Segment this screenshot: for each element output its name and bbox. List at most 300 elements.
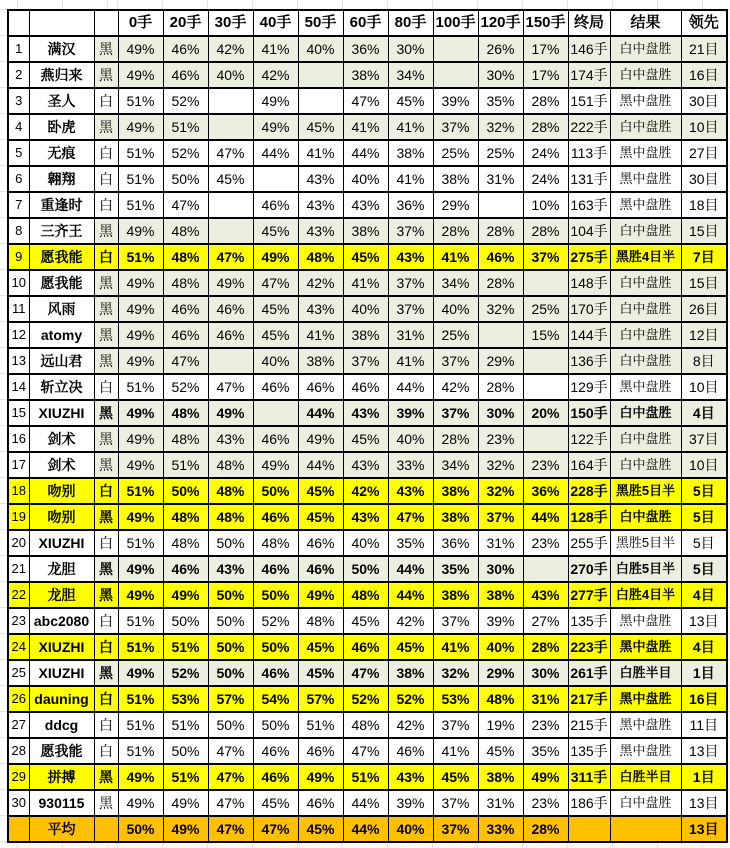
row-number[interactable]: 8 [8,218,29,244]
column-header[interactable]: 40手 [253,10,298,36]
player-name[interactable]: abc2080 [29,608,94,634]
winrate-cell[interactable]: 46% [298,790,343,816]
winrate-cell[interactable] [208,348,253,374]
player-name[interactable]: 圣人 [29,88,94,114]
endgame-moves[interactable]: 170手 [568,296,610,322]
winrate-cell[interactable]: 52% [163,88,208,114]
winrate-cell[interactable]: 46% [478,244,523,270]
winrate-cell[interactable]: 46% [343,374,388,400]
endgame-moves[interactable]: 223手 [568,634,610,660]
game-result[interactable]: 黑中盘胜 [610,140,681,166]
game-result[interactable]: 白中盘胜 [610,322,681,348]
row-number[interactable]: 30 [8,790,29,816]
winrate-cell[interactable]: 35% [433,556,478,582]
winrate-cell[interactable]: 31% [478,530,523,556]
lead-margin[interactable]: 30目 [681,88,727,114]
winrate-cell[interactable]: 49% [253,88,298,114]
winrate-cell[interactable]: 46% [163,62,208,88]
row-number[interactable]: 19 [8,504,29,530]
player-color[interactable]: 黑 [94,296,118,322]
winrate-cell[interactable]: 40% [298,36,343,62]
winrate-cell[interactable]: 48% [298,608,343,634]
winrate-cell[interactable]: 50% [208,634,253,660]
row-number[interactable]: 15 [8,400,29,426]
winrate-cell[interactable]: 51% [163,712,208,738]
player-name[interactable]: 剑术 [29,426,94,452]
row-number[interactable]: 26 [8,686,29,712]
winrate-cell[interactable]: 49% [118,400,163,426]
winrate-cell[interactable]: 35% [523,738,568,764]
winrate-cell[interactable]: 37% [343,348,388,374]
row-number[interactable]: 14 [8,374,29,400]
winrate-cell[interactable]: 57% [208,686,253,712]
player-name[interactable]: XIUZHI [29,634,94,660]
winrate-cell[interactable]: 51% [163,114,208,140]
winrate-cell[interactable]: 42% [388,608,433,634]
row-number[interactable]: 28 [8,738,29,764]
endgame-moves[interactable]: 146手 [568,36,610,62]
winrate-cell[interactable]: 43% [388,478,433,504]
winrate-cell[interactable]: 46% [343,634,388,660]
winrate-cell[interactable]: 43% [343,400,388,426]
winrate-cell[interactable]: 33% [478,816,523,842]
player-color[interactable]: 白 [94,88,118,114]
player-name[interactable]: 龙胆 [29,556,94,582]
winrate-cell[interactable]: 51% [118,244,163,270]
winrate-cell[interactable]: 46% [208,322,253,348]
game-result[interactable]: 黑胜4目半 [610,244,681,270]
winrate-cell[interactable]: 49% [163,816,208,842]
winrate-cell[interactable]: 49% [118,218,163,244]
winrate-cell[interactable]: 50% [163,478,208,504]
game-result[interactable]: 白中盘胜 [610,62,681,88]
player-color[interactable]: 黑 [94,218,118,244]
endgame-moves[interactable]: 277手 [568,582,610,608]
winrate-cell[interactable]: 53% [433,686,478,712]
winrate-cell[interactable]: 45% [298,478,343,504]
lead-margin[interactable]: 5目 [681,530,727,556]
winrate-cell[interactable]: 36% [433,530,478,556]
winrate-cell[interactable]: 38% [478,582,523,608]
player-color[interactable]: 白 [94,712,118,738]
winrate-cell[interactable] [208,114,253,140]
winrate-cell[interactable]: 41% [433,634,478,660]
lead-margin[interactable]: 15目 [681,218,727,244]
player-name[interactable]: 无痕 [29,140,94,166]
player-color[interactable]: 白 [94,530,118,556]
winrate-cell[interactable]: 51% [118,192,163,218]
game-result[interactable]: 白中盘胜 [610,296,681,322]
winrate-cell[interactable]: 51% [118,166,163,192]
player-color[interactable]: 黑 [94,556,118,582]
winrate-cell[interactable]: 36% [523,478,568,504]
column-header[interactable]: 50手 [298,10,343,36]
winrate-cell[interactable]: 46% [298,530,343,556]
winrate-cell[interactable]: 37% [478,504,523,530]
winrate-cell[interactable]: 23% [523,790,568,816]
player-color[interactable]: 黑 [94,764,118,790]
winrate-cell[interactable]: 49% [118,114,163,140]
winrate-cell[interactable]: 52% [163,374,208,400]
winrate-cell[interactable]: 49% [253,114,298,140]
winrate-cell[interactable]: 34% [433,270,478,296]
winrate-cell[interactable]: 40% [343,296,388,322]
winrate-cell[interactable]: 37% [433,400,478,426]
winrate-cell[interactable]: 27% [523,608,568,634]
winrate-cell[interactable]: 49% [208,400,253,426]
winrate-cell[interactable]: 25% [523,296,568,322]
winrate-cell[interactable]: 45% [208,166,253,192]
winrate-cell[interactable]: 38% [433,582,478,608]
winrate-cell[interactable]: 47% [253,816,298,842]
column-header[interactable]: 60手 [343,10,388,36]
row-number[interactable]: 12 [8,322,29,348]
player-color[interactable]: 白 [94,608,118,634]
game-result[interactable]: 白中盘胜 [610,452,681,478]
winrate-cell[interactable] [298,62,343,88]
winrate-cell[interactable]: 45% [298,504,343,530]
winrate-cell[interactable]: 28% [523,218,568,244]
winrate-cell[interactable]: 42% [388,712,433,738]
row-number[interactable]: 13 [8,348,29,374]
player-name[interactable]: 翱翔 [29,166,94,192]
winrate-cell[interactable]: 35% [478,88,523,114]
winrate-cell[interactable]: 46% [388,738,433,764]
winrate-cell[interactable]: 47% [343,738,388,764]
winrate-cell[interactable]: 23% [478,426,523,452]
game-result[interactable]: 黑中盘胜 [610,192,681,218]
winrate-cell[interactable]: 46% [298,374,343,400]
winrate-cell[interactable]: 46% [163,36,208,62]
winrate-cell[interactable]: 49% [298,764,343,790]
player-name[interactable]: 剑术 [29,452,94,478]
winrate-cell[interactable]: 38% [343,62,388,88]
winrate-cell[interactable]: 47% [208,816,253,842]
winrate-cell[interactable]: 44% [343,790,388,816]
winrate-cell[interactable]: 52% [388,686,433,712]
winrate-cell[interactable]: 40% [343,166,388,192]
player-color[interactable]: 黑 [94,270,118,296]
winrate-cell[interactable]: 37% [388,296,433,322]
winrate-cell[interactable]: 42% [253,62,298,88]
lead-margin[interactable]: 10目 [681,374,727,400]
winrate-cell[interactable]: 49% [253,244,298,270]
winrate-cell[interactable]: 30% [478,556,523,582]
player-name[interactable]: 燕归来 [29,62,94,88]
winrate-cell[interactable]: 43% [298,296,343,322]
winrate-cell[interactable]: 46% [163,322,208,348]
lead-margin[interactable]: 4目 [681,582,727,608]
winrate-cell[interactable]: 48% [163,530,208,556]
lead-margin[interactable]: 5目 [681,504,727,530]
player-color[interactable]: 黑 [94,36,118,62]
lead-margin[interactable]: 8目 [681,348,727,374]
winrate-cell[interactable]: 50% [208,530,253,556]
winrate-cell[interactable]: 47% [388,504,433,530]
game-result[interactable]: 黑中盘胜 [610,634,681,660]
winrate-cell[interactable]: 37% [433,790,478,816]
winrate-cell[interactable]: 47% [208,244,253,270]
column-header[interactable] [94,10,118,36]
endgame-moves[interactable] [568,816,610,842]
lead-margin[interactable]: 5目 [681,478,727,504]
summary-name[interactable]: 平均 [29,816,94,842]
game-result[interactable]: 白胜半目 [610,764,681,790]
winrate-cell[interactable]: 38% [388,660,433,686]
winrate-cell[interactable]: 28% [433,218,478,244]
game-result[interactable]: 白中盘胜 [610,348,681,374]
endgame-moves[interactable]: 128手 [568,504,610,530]
winrate-cell[interactable]: 44% [343,816,388,842]
winrate-cell[interactable]: 43% [343,192,388,218]
winrate-cell[interactable]: 47% [208,790,253,816]
winrate-cell[interactable]: 52% [163,140,208,166]
winrate-cell[interactable]: 48% [163,218,208,244]
winrate-cell[interactable]: 34% [388,62,433,88]
winrate-cell[interactable]: 50% [253,634,298,660]
row-number[interactable]: 1 [8,36,29,62]
endgame-moves[interactable]: 261手 [568,660,610,686]
winrate-cell[interactable]: 44% [253,140,298,166]
player-name[interactable]: XIUZHI [29,400,94,426]
player-name[interactable]: XIUZHI [29,530,94,556]
winrate-cell[interactable]: 44% [343,140,388,166]
winrate-cell[interactable]: 40% [478,634,523,660]
winrate-cell[interactable]: 30% [388,36,433,62]
winrate-cell[interactable]: 49% [118,426,163,452]
winrate-cell[interactable]: 28% [523,88,568,114]
player-color[interactable]: 黑 [94,504,118,530]
winrate-cell[interactable]: 51% [298,712,343,738]
winrate-cell[interactable]: 40% [253,348,298,374]
winrate-cell[interactable]: 49% [208,270,253,296]
endgame-moves[interactable]: 129手 [568,374,610,400]
winrate-cell[interactable]: 41% [388,166,433,192]
row-number[interactable]: 18 [8,478,29,504]
winrate-cell[interactable]: 48% [253,530,298,556]
player-name[interactable]: 三齐王 [29,218,94,244]
player-color[interactable]: 白 [94,140,118,166]
lead-margin[interactable]: 21目 [681,36,727,62]
column-header[interactable] [29,10,94,36]
column-header[interactable]: 120手 [478,10,523,36]
row-number[interactable]: 29 [8,764,29,790]
winrate-cell[interactable]: 37% [388,218,433,244]
winrate-cell[interactable]: 38% [433,478,478,504]
row-number[interactable]: 9 [8,244,29,270]
player-color[interactable] [94,816,118,842]
winrate-cell[interactable]: 49% [118,36,163,62]
winrate-cell[interactable]: 49% [118,270,163,296]
lead-margin[interactable]: 13目 [681,816,727,842]
winrate-cell[interactable]: 51% [118,634,163,660]
endgame-moves[interactable]: 113手 [568,140,610,166]
player-color[interactable]: 白 [94,634,118,660]
player-name[interactable]: 愿我能 [29,738,94,764]
winrate-cell[interactable]: 48% [163,244,208,270]
winrate-cell[interactable]: 40% [343,530,388,556]
winrate-cell[interactable]: 24% [523,140,568,166]
player-name[interactable]: dauning [29,686,94,712]
endgame-moves[interactable]: 151手 [568,88,610,114]
player-name[interactable]: 愿我能 [29,244,94,270]
winrate-cell[interactable]: 52% [253,608,298,634]
winrate-cell[interactable]: 31% [523,686,568,712]
winrate-cell[interactable]: 48% [208,452,253,478]
winrate-cell[interactable]: 37% [433,712,478,738]
winrate-cell[interactable]: 38% [433,166,478,192]
winrate-cell[interactable]: 43% [523,582,568,608]
game-result[interactable]: 白中盘胜 [610,114,681,140]
winrate-cell[interactable] [253,166,298,192]
player-color[interactable]: 白 [94,738,118,764]
winrate-cell[interactable]: 24% [523,166,568,192]
endgame-moves[interactable]: 104手 [568,218,610,244]
winrate-cell[interactable]: 47% [208,738,253,764]
endgame-moves[interactable]: 275手 [568,244,610,270]
winrate-cell[interactable]: 36% [388,192,433,218]
column-header[interactable]: 20手 [163,10,208,36]
column-header[interactable] [8,10,29,36]
winrate-cell[interactable]: 43% [298,192,343,218]
winrate-cell[interactable]: 45% [253,790,298,816]
winrate-cell[interactable]: 45% [253,322,298,348]
winrate-cell[interactable]: 49% [253,452,298,478]
lead-margin[interactable]: 26目 [681,296,727,322]
lead-margin[interactable]: 11目 [681,712,727,738]
endgame-moves[interactable]: 228手 [568,478,610,504]
endgame-moves[interactable]: 270手 [568,556,610,582]
winrate-cell[interactable]: 38% [478,764,523,790]
winrate-cell[interactable]: 49% [118,296,163,322]
column-header[interactable]: 0手 [118,10,163,36]
row-number[interactable]: 20 [8,530,29,556]
winrate-cell[interactable]: 42% [208,36,253,62]
lead-margin[interactable]: 27目 [681,140,727,166]
column-header[interactable]: 80手 [388,10,433,36]
winrate-cell[interactable] [523,348,568,374]
row-number[interactable]: 3 [8,88,29,114]
winrate-cell[interactable]: 28% [523,816,568,842]
column-header[interactable]: 领先 [681,10,727,36]
winrate-cell[interactable]: 50% [163,166,208,192]
game-result[interactable]: 白中盘胜 [610,790,681,816]
winrate-cell[interactable]: 46% [298,556,343,582]
winrate-cell[interactable]: 43% [298,166,343,192]
winrate-cell[interactable]: 41% [343,114,388,140]
winrate-cell[interactable]: 44% [523,504,568,530]
player-color[interactable]: 黑 [94,582,118,608]
winrate-cell[interactable]: 38% [343,322,388,348]
row-number[interactable]: 2 [8,62,29,88]
player-color[interactable]: 黑 [94,790,118,816]
winrate-cell[interactable]: 39% [388,400,433,426]
game-result[interactable]: 白中盘胜 [610,504,681,530]
winrate-cell[interactable]: 30% [478,62,523,88]
winrate-cell[interactable]: 39% [478,608,523,634]
row-number[interactable]: 6 [8,166,29,192]
endgame-moves[interactable]: 150手 [568,400,610,426]
winrate-cell[interactable]: 28% [478,270,523,296]
winrate-cell[interactable]: 32% [433,660,478,686]
winrate-cell[interactable]: 30% [478,400,523,426]
winrate-cell[interactable] [208,88,253,114]
endgame-moves[interactable]: 186手 [568,790,610,816]
winrate-cell[interactable]: 46% [163,556,208,582]
winrate-cell[interactable]: 44% [388,374,433,400]
winrate-cell[interactable]: 43% [343,452,388,478]
winrate-cell[interactable]: 49% [118,556,163,582]
winrate-cell[interactable]: 57% [298,686,343,712]
winrate-cell[interactable]: 45% [253,218,298,244]
summary-label-cell[interactable] [8,816,29,842]
endgame-moves[interactable]: 163手 [568,192,610,218]
winrate-cell[interactable]: 51% [118,530,163,556]
winrate-cell[interactable]: 40% [388,426,433,452]
player-name[interactable]: 龙胆 [29,582,94,608]
winrate-cell[interactable] [523,374,568,400]
lead-margin[interactable]: 37目 [681,426,727,452]
winrate-cell[interactable]: 28% [478,374,523,400]
winrate-cell[interactable]: 48% [163,504,208,530]
lead-margin[interactable]: 12目 [681,322,727,348]
lead-margin[interactable]: 1目 [681,660,727,686]
winrate-cell[interactable]: 17% [523,36,568,62]
winrate-cell[interactable]: 39% [433,88,478,114]
game-result[interactable]: 黑中盘胜 [610,166,681,192]
winrate-cell[interactable]: 32% [478,452,523,478]
winrate-cell[interactable]: 37% [433,114,478,140]
endgame-moves[interactable]: 255手 [568,530,610,556]
winrate-cell[interactable]: 49% [118,62,163,88]
winrate-cell[interactable]: 50% [253,712,298,738]
winrate-cell[interactable]: 51% [118,88,163,114]
winrate-cell[interactable]: 47% [163,348,208,374]
winrate-cell[interactable]: 50% [253,582,298,608]
winrate-cell[interactable]: 41% [253,36,298,62]
row-number[interactable]: 21 [8,556,29,582]
game-result[interactable]: 白中盘胜 [610,218,681,244]
lead-margin[interactable]: 15目 [681,270,727,296]
winrate-cell[interactable]: 49% [118,660,163,686]
endgame-moves[interactable]: 222手 [568,114,610,140]
winrate-cell[interactable]: 46% [163,296,208,322]
winrate-cell[interactable]: 30% [523,660,568,686]
winrate-cell[interactable]: 45% [253,296,298,322]
winrate-cell[interactable]: 47% [343,88,388,114]
lead-margin[interactable]: 16目 [681,62,727,88]
player-name[interactable]: 重逢时 [29,192,94,218]
lead-margin[interactable]: 10目 [681,452,727,478]
winrate-cell[interactable]: 40% [388,816,433,842]
player-name[interactable]: ddcg [29,712,94,738]
game-result[interactable]: 黑中盘胜 [610,374,681,400]
column-header[interactable]: 100手 [433,10,478,36]
winrate-cell[interactable]: 32% [478,114,523,140]
winrate-cell[interactable]: 50% [208,712,253,738]
winrate-cell[interactable]: 32% [478,478,523,504]
lead-margin[interactable]: 13目 [681,790,727,816]
winrate-cell[interactable]: 54% [253,686,298,712]
winrate-cell[interactable]: 48% [208,478,253,504]
row-number[interactable]: 17 [8,452,29,478]
winrate-cell[interactable]: 50% [253,478,298,504]
endgame-moves[interactable]: 311手 [568,764,610,790]
winrate-cell[interactable]: 48% [478,686,523,712]
winrate-cell[interactable]: 50% [208,660,253,686]
winrate-cell[interactable]: 36% [343,36,388,62]
winrate-cell[interactable]: 37% [388,270,433,296]
